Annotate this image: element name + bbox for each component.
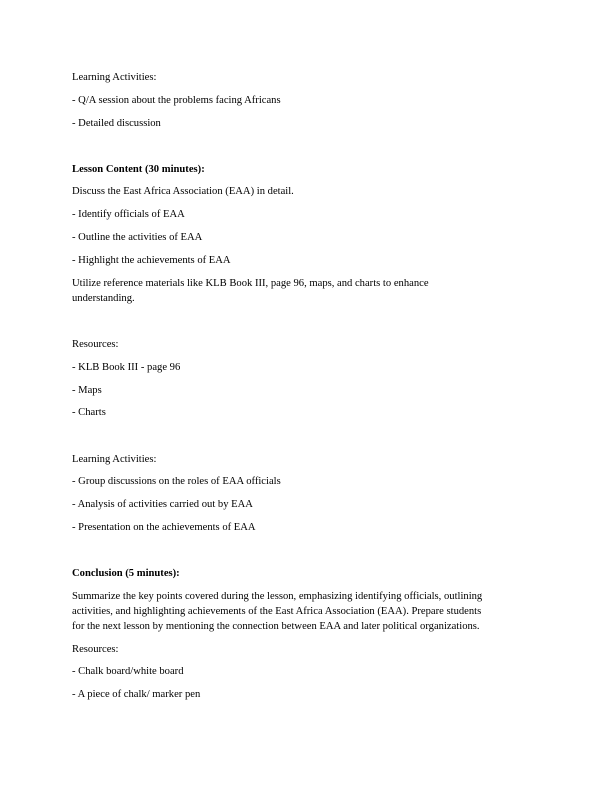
list-item: - Presentation on the achievements of EAA [72,522,256,533]
list-item: - Identify officials of EAA [72,209,185,220]
list-item: - Chalk board/white board [72,666,184,677]
conclusion-heading: Conclusion (5 minutes): [72,568,180,579]
list-item: - Group discussions on the roles of EAA officials [72,476,281,487]
list-item: - Detailed discussion [72,118,161,129]
list-item: - Outline the activities of EAA [72,232,203,243]
utilize-text-line-2: understanding. [72,293,135,304]
list-item: - Q/A session about the problems facing Africans [72,95,281,106]
list-item: - Analysis of activities carried out by EAA [72,499,253,510]
utilize-text-line-1: Utilize reference materials like KLB Book III, page 96, maps, and charts to enhance [72,278,429,289]
conclusion-text-line-2: activities, and highlighting achievements of the East Africa Association (EAA). Prepare students [72,606,482,617]
learning-activities-heading: Learning Activities: [72,72,157,83]
conclusion-text-line-3: for the next lesson by mentioning the connection between EAA and later political organizations. [72,621,480,632]
list-item: - Highlight the achievements of EAA [72,255,231,266]
list-item: - Maps [72,385,102,396]
lesson-content-heading: Lesson Content (30 minutes): [72,164,205,175]
list-item: - A piece of chalk/ marker pen [72,689,201,700]
learning-activities-heading-2: Learning Activities: [72,454,157,465]
resources-heading-2: Resources: [72,644,119,655]
list-item: - KLB Book III - page 96 [72,362,181,373]
conclusion-text-line-1: Summarize the key points covered during the lesson, emphasizing identifying officials, outlining [72,591,483,602]
list-item: - Charts [72,407,106,418]
resources-heading: Resources: [72,339,119,350]
lesson-content-intro: Discuss the East Africa Association (EAA) in detail. [72,186,294,197]
